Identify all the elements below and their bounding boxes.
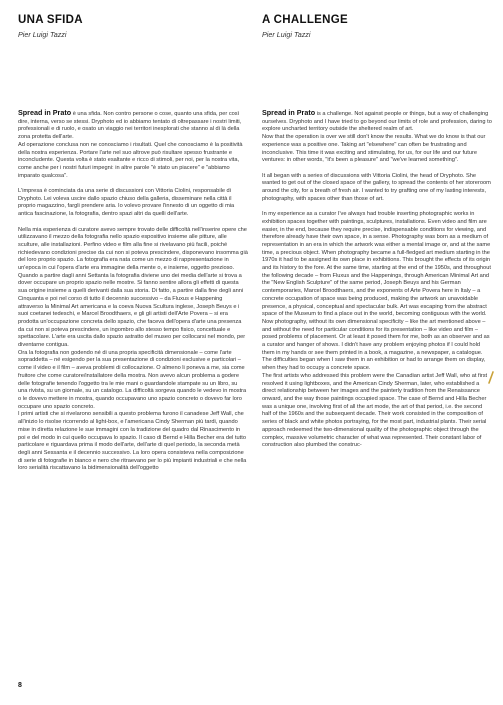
- italian-paragraph-1-text: è una sfida. Non contro persone o cose, quanto una sfida, per così dire, interna, verso se stessi. Dryphoto ed io abbiamo tentato di oltrepassare i nostri limiti, professionali e di ruolo, e osato un viaggio nei territori inesplorati che stanno al di là della zona protetta dell'arte.: [18, 111, 242, 141]
- english-author: Pier Luigi Tazzi: [262, 30, 311, 39]
- page-number: 8: [18, 682, 22, 689]
- english-paragraph-6: The first artists who addressed this problem were the Canadian artist Jeff Wall, who at first resolved it using lightboxes, and the American Cindy Sherman, later, who established a direct relationship between her images and the painterly tradition from the Renaissance onward, and the way those paintings occupied space. The case of Bernd and Hilla Becher was a unique one, involving first of all the art mode, the art of that period, i.e. the second half of the 1960s and the subsequent decade. Their work consisted in the composition of series of black and white photos portraying, for the most part, industrial plants. Their serial approach redeemed the two-dimensional quality of the photographic object through the complex, massive volumetric character of what was represented. Their constant labor of construction also plumbed the construc-: [262, 372, 488, 449]
- italian-body: [18, 109, 248, 473]
- english-paragraph-1-text: is a challenge. Not against people or things, but a way of challenging ourselves. Dryphoto and I have tried to go beyond our limits of role and profession, daring to explore uncharted territory outside the sheltered realm of art.: [262, 111, 492, 133]
- italian-paragraph-5: Ora la fotografia non godendo né di una propria specificità dimensionale – come l'arte sopraddetta – né esigendo per la sua presentazione di condizioni esclusive e particolari – come il video e il film – aveva problemi di collocazione. O almeno li poneva a me, sia come fruitore che come curatore/installatore della mostra. Non avevo alcun problema a godere delle fotografie tenendo l'oggetto tra le mie mani o guardandole stampate su un libro, su una rivista, su un giornale, su un catalogo. La difficoltà sorgeva quando le vedevo in mostra o le dovevo mettere in mostra, quando occupavano uno spazio concreto o dovevo far loro occupare uno spazio concreto.: [18, 349, 247, 410]
- english-lead: Spread in Prato: [262, 108, 316, 117]
- english-title: A CHALLENGE: [262, 14, 348, 26]
- english-paragraph-3: It all began with a series of discussions with Vittoria Ciolini, the head of Dryphoto. She wanted to get out of the closed space of the gallery, to spread the contents of her storeroom around the city, for a breath of fresh air. I wanted to try grafting one of my lasting interests, photography, with spaces other than those of art.: [262, 172, 491, 202]
- italian-author: Pier Luigi Tazzi: [18, 30, 67, 39]
- english-paragraph-1: [262, 109, 492, 165]
- italian-paragraph-4: Nella mia esperienza di curatore avevo sempre trovato delle difficoltà nell'inserire opere che utilizzavano il mezzo della fotografia nello spazio espositivo insieme alle pitture, alle sculture, alle installazioni. Perfino video e film alla fine si rivelavano più facili, poiché richiedevano condizioni precise da cui non si poteva prescindere, disponevano insomma già del loro proprio spazio. La fotografia era nata come un mezzo di rappresentazione in un'epoca in cui l'opera d'arte era immagine della mente o, e insieme, oggetto prezioso. Quando a partire dagli anni Settanta la fotografia diviene uno dei media dell'arte si trova a dover occupare un proprio spazio nelle mostre. Si fanno sentire allora gli effetti di questa sua origine insieme a quelli derivanti dalla sua storia. Di fatto, a partire dalla fine degli anni Cinquanta e poi nel corso di tutto il decennio successivo – da Fluxus e Happening attraverso la Minimal Art americana e la coeva Nuova Scultura inglese, Joseph Beuys e i suoi coetanei tedeschi, e Marcel Broodthaers, e gli gli artisti dell'Arte Povera – si era prodotta un'occupazione concreta dello spazio, che faceva dell'opera d'arte una presenza da cui non si poteva prescindere, un ingombro allo stesso tempo fisico, concettuale e spettacolare. L'arte era uscita dallo spazio astratto del museo per collocarsi nel mondo, per diventarne contigua.: [18, 226, 248, 349]
- pencil-mark-icon: [487, 371, 495, 385]
- italian-paragraph-6: I primi artisti che si rivelarono sensibili a questo problema furono il canadese Jeff Wall, che all'inizio lo risolse ricorrendo al light-box, e l'americana Cindy Sherman più tardi, quando mise in diretta relazione le sue immagini con la tradizione del quadro dal Rinascimento in poi e del modo in cui quello occupava lo spazio. Il caso di Bernd e Hilla Becher era del tutto particolare e riguardava prima il modo dell'arte, dell'arte di quel periodo, la seconda metà degli anni Sessanta e il decennio successivo. La loro opera consisteva nella composizione di serie di fotografie in bianco e nero che ritraevano per lo più impianti industriali e che nella loro serialità riscattavano la bidimensionalità dell'oggetto: [18, 411, 247, 472]
- english-paragraph-2: Now that the operation is over we still don't know the results. What we do know is that our experience was a positive one. Taking art "elsewhere" can often be frustrating and inconclusive. This time it was exciting and stimulating, for us, for our life and our future ventures: in other words, "it's been a pleasure" and "we've learned something".: [262, 134, 486, 164]
- italian-title: UNA SFIDA: [18, 14, 83, 26]
- italian-paragraph-3: L'impresa è cominciata da una serie di discussioni con Vittoria Ciolini, responsabile di Dryphoto. Lei voleva uscire dallo spazio chiuso della galleria, disseminare nella città il proprio magazzino, fargli prendere aria. Io volevo provare l'innesto di un oggetto di mia antica fascinazione, la fotografia, dentro spazi altri da quelli dell'arte.: [18, 188, 235, 218]
- italian-lead: Spread in Prato: [18, 108, 72, 117]
- english-paragraph-5: Now photography, without its own dimensional specificity – like the art mentioned above – and without the need for particular conditions for its presentation – like video and film – posed problems of placement. Or at least it posed them for me, both as an observer and as a curator and hanger of shows. I didn't have any problem enjoying photos if I could hold them in my hands or see them printed in a book, a magazine, a newspaper, a catalogue. The difficulties began when I saw them in an exhibition or had to arrange them on display, when they had to occupy a concrete space.: [262, 318, 490, 372]
- italian-paragraph-1: [18, 109, 248, 180]
- italian-paragraph-2: Ad operazione conclusa non ne conosciamo i risultati. Quel che conosciamo è la positività della nostra esperienza. Portare l'arte nel suo altrove può risultare spesso frustrante e inconcludente. Questa volta è stato esaltante e ricco di stimoli, per noi, per la nostra vita, come anche per i nostri futuri impegni: in altre parole "è stato un piacere" e "abbiamo imparato qualcosa".: [18, 141, 243, 179]
- english-body: [262, 109, 492, 450]
- english-paragraph-4: In my experience as a curator I've always had trouble inserting photographic works in exhibition spaces together with paintings, sculptures, installations. Even video and film are easier, in the end, because they require precise, indispensable conditions for viewing, and therefore already have their own space, in a sense. Photography was born as a medium of representation in an era in which the artwork was either a mental image or, and at the same time, a precious object. When photography became a full-fledged art medium starting in the 1970s it had to be assigned its own place in exhibitions. This brought the effects of its origin and its history to the fore. At the same time, starting at the end of the 1950s, and throughout the following decade – from Fluxus and the Happenings, through American Minimal Art and the "New English Sculpture" of the same period, Joseph Beuys and his German contemporaries, Marcel Broodthaers, and the exponents of Arte Povera here in Italy – a concrete occupation of space was being produced, making the artwork an unavoidable presence, a physical, conceptual and spectacular bulk. Art was escaping from the abstract space of the Museum to find a place out in the world, becoming contiguous with the world.: [262, 211, 491, 318]
